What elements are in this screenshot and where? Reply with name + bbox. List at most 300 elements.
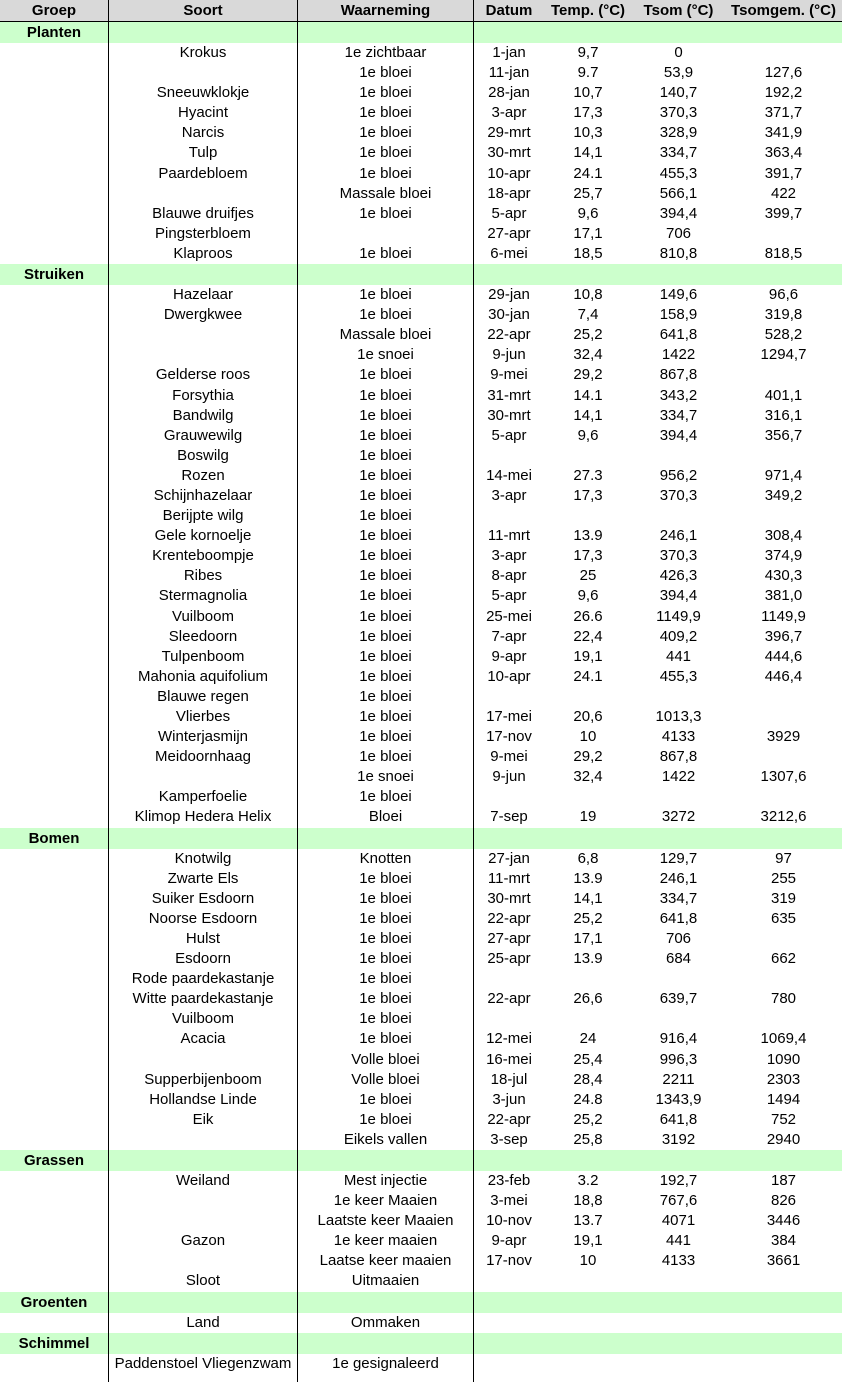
cell-tsom[interactable]: 867,8 [659,748,698,766]
cell-soort[interactable] [109,1130,297,1150]
cell-tsom[interactable]: 328,9 [659,124,698,142]
cell-groep[interactable] [0,1050,108,1070]
cell-tsomgem[interactable]: 1069,4 [760,1030,807,1048]
cell-soort[interactable]: Blauwe regen [157,687,249,705]
cell-tsom[interactable]: 455,3 [659,667,698,685]
cell-datum[interactable] [474,1009,544,1029]
cell-tsomgem[interactable] [725,224,842,244]
cell-temp[interactable]: 6,8 [577,849,599,867]
cell-groep[interactable] [0,506,108,526]
cell-soort[interactable]: Meidoornhaag [155,748,251,766]
cell-waarneming[interactable]: 1e bloei [359,869,412,887]
cell-tsomgem[interactable]: 316,1 [764,406,803,424]
cell-waarneming[interactable]: Eikels vallen [343,1130,428,1148]
cell-soort[interactable]: Vlierbes [175,708,231,725]
cell-datum[interactable]: 7-apr [491,627,527,645]
cell-datum[interactable]: 9-jun [492,346,526,364]
cell-soort[interactable]: Winterjasmijn [157,728,248,746]
cell-soort[interactable]: Acacia [180,1030,226,1048]
cell-groep[interactable] [0,123,108,143]
cell-waarneming[interactable]: 1e bloei [359,164,412,182]
cell-waarneming[interactable]: 1e bloei [359,708,412,725]
cell-groep[interactable] [0,627,108,647]
cell-tsom[interactable]: 53,9 [663,64,694,82]
cell-temp[interactable]: 17,3 [573,547,603,565]
cell-tsom[interactable]: 641,8 [659,909,698,927]
cell-groep[interactable] [0,1271,108,1291]
cell-waarneming[interactable]: 1e bloei [359,1010,412,1028]
cell-datum[interactable] [474,687,544,707]
cell-soort[interactable] [109,1191,297,1211]
cell-tsom[interactable]: 394,4 [659,204,698,222]
cell-tsomgem[interactable]: 127,6 [764,64,803,82]
cell-waarneming[interactable]: 1e bloei [359,950,412,968]
cell-groep[interactable] [0,103,108,123]
cell-temp[interactable]: 32,4 [573,768,603,786]
cell-datum[interactable]: 16-mei [486,1050,532,1068]
cell-soort[interactable]: Suiker Esdoorn [151,889,255,907]
cell-groep[interactable] [0,767,108,787]
cell-datum[interactable]: 11-mrt [487,527,531,545]
cell-temp[interactable]: 32,4 [573,346,603,364]
cell-groep[interactable] [0,1110,108,1130]
cell-tsom[interactable]: 129,7 [659,849,698,867]
cell-waarneming[interactable]: 1e bloei [359,909,412,927]
cell-tsom[interactable]: 343,2 [659,386,698,404]
cell-groep[interactable] [0,546,108,566]
cell-soort[interactable]: Sneeuwklokje [156,84,250,102]
cell-datum[interactable]: 9-mei [490,748,528,766]
cell-datum[interactable]: 14-mei [486,466,532,484]
cell-tsom[interactable] [632,1354,725,1374]
cell-tsomgem[interactable]: 396,7 [764,627,803,645]
cell-tsomgem[interactable]: 356,7 [764,426,803,444]
cell-temp[interactable] [544,687,632,707]
cell-groep[interactable] [0,285,108,305]
cell-datum[interactable]: 3-apr [491,547,527,565]
cell-temp[interactable]: 14.1 [573,386,603,404]
cell-groep[interactable] [0,1090,108,1110]
group-label[interactable]: Planten [26,24,82,41]
cell-waarneming[interactable]: 1e bloei [359,748,412,766]
cell-soort[interactable]: Witte paardekastanje [132,990,274,1008]
cell-soort[interactable]: Paddenstoel Vliegenzwam [114,1354,292,1372]
cell-tsomgem[interactable]: 1294,7 [760,346,807,364]
cell-soort[interactable]: Blauwe druifjes [152,204,254,222]
cell-temp[interactable]: 10 [579,1252,597,1270]
cell-tsomgem[interactable]: 2303 [766,1070,801,1088]
cell-waarneming[interactable]: 1e bloei [359,687,412,705]
cell-datum[interactable]: 29-mrt [487,124,531,142]
cell-tsomgem[interactable] [725,1313,842,1333]
cell-temp[interactable]: 25,4 [573,1050,603,1068]
cell-waarneming[interactable] [298,224,473,244]
cell-soort[interactable]: Tulpenboom [161,647,245,665]
cell-groep[interactable] [0,566,108,586]
cell-groep[interactable] [0,446,108,466]
cell-tsomgem[interactable] [725,43,842,63]
cell-tsom[interactable]: 4071 [661,1212,696,1230]
cell-temp[interactable] [544,446,632,466]
cell-datum[interactable]: 11-mrt [487,869,531,887]
cell-groep[interactable] [0,466,108,486]
cell-temp[interactable]: 18,8 [573,1192,603,1210]
cell-tsomgem[interactable]: 1149,9 [761,607,806,625]
cell-groep[interactable] [0,386,108,406]
cell-tsom[interactable]: 4133 [661,1252,696,1270]
cell-waarneming[interactable]: 1e keer maaien [333,1232,438,1250]
group-label[interactable]: Bomen [28,829,80,847]
cell-tsomgem[interactable]: 349,2 [764,486,803,504]
cell-datum[interactable]: 3-apr [491,486,527,504]
cell-temp[interactable]: 24.8 [573,1090,603,1108]
cell-groep[interactable] [0,83,108,103]
cell-temp[interactable]: 29,2 [573,748,603,766]
cell-temp[interactable]: 10,7 [573,84,603,102]
cell-datum[interactable]: 27-apr [487,929,531,947]
cell-tsom[interactable]: 641,8 [659,1110,698,1128]
cell-datum[interactable] [474,506,544,526]
cell-tsom[interactable]: 441 [665,647,692,665]
cell-datum[interactable]: 8-apr [491,567,527,585]
cell-tsom[interactable]: 334,7 [659,144,698,162]
cell-tsom[interactable] [632,1313,725,1333]
cell-soort[interactable]: Ribes [183,567,223,585]
cell-groep[interactable] [0,989,108,1009]
cell-waarneming[interactable]: 1e bloei [359,607,412,625]
cell-groep[interactable] [0,889,108,909]
cell-temp[interactable]: 9.7 [577,64,599,82]
cell-groep[interactable] [0,869,108,889]
cell-waarneming[interactable]: 1e bloei [359,889,412,907]
cell-tsom[interactable]: 706 [665,929,692,947]
cell-datum[interactable]: 9-apr [491,1232,527,1250]
cell-temp[interactable] [544,506,632,526]
cell-tsomgem[interactable]: 363,4 [764,144,803,162]
cell-temp[interactable]: 24 [579,1030,597,1048]
cell-soort[interactable]: Boswilg [177,446,229,464]
cell-datum[interactable]: 27-jan [488,849,530,867]
cell-waarneming[interactable]: 1e bloei [359,547,412,565]
cell-tsom[interactable]: 246,1 [659,869,698,887]
cell-groep[interactable] [0,949,108,969]
cell-tsomgem[interactable]: 391,7 [764,164,803,182]
cell-soort[interactable]: Mahonia aquifolium [137,667,269,685]
cell-tsomgem[interactable] [725,969,842,989]
cell-temp[interactable]: 9,6 [577,587,599,605]
cell-tsomgem[interactable] [725,929,842,949]
cell-datum[interactable]: 22-apr [487,909,531,927]
cell-tsom[interactable]: 916,4 [659,1030,698,1048]
cell-tsomgem[interactable]: 662 [770,950,797,968]
cell-tsom[interactable] [632,446,725,466]
cell-temp[interactable]: 17,3 [573,486,603,504]
cell-groep[interactable] [0,526,108,546]
cell-groep[interactable] [0,244,108,264]
cell-datum[interactable] [474,1354,544,1374]
cell-tsom[interactable]: 639,7 [659,990,698,1008]
cell-groep[interactable] [0,204,108,224]
cell-waarneming[interactable]: 1e gesignaleerd [332,1354,439,1372]
cell-tsomgem[interactable]: 308,4 [764,527,803,545]
cell-tsom[interactable]: 140,7 [659,84,698,102]
cell-waarneming[interactable]: Laatse keer maaien [319,1252,452,1270]
cell-waarneming[interactable]: 1e bloei [359,527,412,545]
cell-tsom[interactable]: 455,3 [659,164,698,182]
cell-temp[interactable]: 24.1 [573,667,603,685]
cell-groep[interactable] [0,345,108,365]
cell-waarneming[interactable]: 1e bloei [359,366,412,384]
cell-datum[interactable]: 25-apr [487,950,531,968]
cell-tsomgem[interactable] [725,365,842,385]
cell-datum[interactable]: 9-mei [490,366,528,384]
cell-tsom[interactable]: 956,2 [659,466,698,484]
cell-tsom[interactable]: 370,3 [659,547,698,565]
cell-waarneming[interactable]: 1e bloei [359,386,412,404]
cell-datum[interactable] [474,446,544,466]
cell-waarneming[interactable]: Ommaken [350,1313,421,1331]
cell-datum[interactable]: 30-mrt [487,144,531,162]
cell-groep[interactable] [0,1191,108,1211]
cell-temp[interactable]: 17,1 [573,224,603,242]
cell-groep[interactable] [0,305,108,325]
cell-datum[interactable]: 5-apr [491,204,527,222]
cell-waarneming[interactable]: 1e bloei [359,1030,412,1048]
cell-tsom[interactable] [632,969,725,989]
cell-tsomgem[interactable] [725,1354,842,1374]
cell-tsomgem[interactable]: 1090 [766,1050,801,1068]
cell-tsom[interactable]: 3272 [661,808,696,826]
cell-soort[interactable]: Dwergkwee [163,306,243,324]
cell-waarneming[interactable]: Uitmaaien [351,1272,420,1290]
cell-waarneming[interactable]: Mest injectie [343,1171,428,1189]
cell-tsomgem[interactable]: 3661 [766,1252,801,1270]
cell-tsomgem[interactable]: 255 [770,869,797,887]
cell-soort[interactable]: Gelderse roos [155,366,251,384]
cell-waarneming[interactable]: 1e bloei [359,1090,412,1108]
cell-groep[interactable] [0,849,108,869]
cell-waarneming[interactable]: Knotten [359,849,412,867]
cell-soort[interactable]: Grauwewilg [163,426,243,444]
cell-tsom[interactable]: 394,4 [659,426,698,444]
cell-soort[interactable]: Esdoorn [175,950,231,968]
cell-temp[interactable]: 19,1 [573,647,603,665]
cell-datum[interactable]: 9-jun [492,768,526,786]
cell-waarneming[interactable]: 1e bloei [359,466,412,484]
cell-waarneming[interactable]: 1e zichtbaar [344,44,427,61]
cell-tsom[interactable] [632,687,725,707]
cell-soort[interactable]: Sloot [185,1272,221,1290]
cell-groep[interactable] [0,224,108,244]
cell-temp[interactable]: 25,7 [573,184,603,202]
cell-datum[interactable]: 25-mei [486,607,532,625]
cell-groep[interactable] [0,43,108,63]
cell-soort[interactable] [109,1211,297,1231]
cell-groep[interactable] [0,727,108,747]
cell-datum[interactable]: 30-jan [488,306,530,324]
cell-soort[interactable]: Tulp [188,144,218,162]
cell-waarneming[interactable]: 1e bloei [359,486,412,504]
cell-waarneming[interactable]: 1e bloei [359,124,412,142]
cell-tsom[interactable]: 684 [665,950,692,968]
cell-soort[interactable] [109,1251,297,1271]
header-soort[interactable]: Soort [183,2,223,19]
cell-soort[interactable]: Pingsterbloem [155,224,251,242]
cell-temp[interactable]: 10,8 [573,286,603,304]
cell-tsom[interactable]: 1343,9 [655,1090,702,1108]
cell-tsomgem[interactable]: 752 [770,1110,797,1128]
cell-tsomgem[interactable]: 635 [770,909,797,927]
cell-temp[interactable]: 27.3 [573,466,603,484]
cell-groep[interactable] [0,909,108,929]
cell-temp[interactable]: 26.6 [573,607,603,625]
cell-datum[interactable]: 27-apr [487,224,531,242]
group-label[interactable]: Schimmel [18,1334,90,1352]
cell-waarneming[interactable]: 1e snoei [357,346,414,364]
cell-datum[interactable]: 17-nov [486,728,532,746]
cell-tsom[interactable]: 441 [665,1232,692,1250]
cell-soort[interactable]: Forsythia [172,386,234,404]
cell-tsomgem[interactable]: 374,9 [764,547,803,565]
cell-soort[interactable]: Land [186,1313,220,1331]
cell-groep[interactable] [0,486,108,506]
cell-temp[interactable] [544,969,632,989]
cell-datum[interactable]: 9-apr [491,647,527,665]
cell-groep[interactable] [0,969,108,989]
cell-tsomgem[interactable]: 818,5 [764,244,803,262]
cell-tsomgem[interactable]: 97 [775,849,792,867]
cell-tsomgem[interactable] [725,1009,842,1029]
cell-waarneming[interactable]: 1e bloei [359,587,412,605]
cell-waarneming[interactable]: Volle bloei [351,1070,420,1088]
cell-waarneming[interactable]: Bloei [368,808,403,826]
cell-soort[interactable]: Rode paardekastanje [131,970,275,988]
cell-groep[interactable] [0,325,108,345]
cell-tsom[interactable]: 3192 [661,1130,696,1148]
cell-datum[interactable]: 30-mrt [487,889,531,907]
cell-datum[interactable]: 22-apr [487,326,531,344]
cell-tsomgem[interactable]: 384 [770,1232,797,1250]
cell-soort[interactable]: Zwarte Els [167,869,239,887]
cell-datum[interactable]: 5-apr [491,587,527,605]
cell-tsomgem[interactable]: 381,0 [764,587,803,605]
cell-tsom[interactable]: 1422 [661,768,696,786]
cell-datum[interactable]: 1-jan [492,44,526,61]
cell-waarneming[interactable]: 1e bloei [359,507,412,525]
cell-tsom[interactable]: 566,1 [659,184,698,202]
cell-temp[interactable]: 29,2 [573,366,603,384]
cell-groep[interactable] [0,647,108,667]
group-label[interactable]: Grassen [23,1151,85,1169]
cell-soort[interactable]: Klimop Hedera Helix [134,808,272,826]
cell-datum[interactable]: 6-mei [490,244,528,262]
cell-waarneming[interactable]: 1e bloei [359,204,412,222]
cell-groep[interactable] [0,787,108,807]
cell-tsomgem[interactable]: 3446 [766,1212,801,1230]
cell-tsom[interactable]: 0 [674,44,683,61]
cell-tsom[interactable]: 192,7 [659,1171,698,1189]
cell-groep[interactable] [0,365,108,385]
cell-waarneming[interactable]: 1e bloei [359,406,412,424]
cell-datum[interactable]: 18-jul [490,1070,528,1088]
cell-datum[interactable]: 3-jun [492,1090,526,1108]
cell-tsomgem[interactable]: 3929 [766,728,801,746]
cell-temp[interactable]: 19,1 [573,1232,603,1250]
cell-datum[interactable]: 11-jan [488,64,530,82]
cell-datum[interactable]: 10-apr [487,667,531,685]
cell-tsom[interactable]: 641,8 [659,326,698,344]
cell-datum[interactable]: 3-apr [491,104,527,122]
cell-tsom[interactable]: 158,9 [659,306,698,324]
cell-temp[interactable]: 25,8 [573,1130,603,1148]
cell-waarneming[interactable]: 1e bloei [359,286,412,304]
cell-datum[interactable] [474,1271,544,1291]
cell-datum[interactable]: 10-nov [486,1212,532,1230]
header-tsom[interactable]: Tsom (°C) [643,2,714,19]
cell-tsomgem[interactable]: 430,3 [764,567,803,585]
cell-tsomgem[interactable]: 446,4 [764,667,803,685]
cell-temp[interactable]: 25,2 [573,909,603,927]
cell-waarneming[interactable]: 1e bloei [359,446,412,464]
cell-waarneming[interactable]: 1e bloei [359,426,412,444]
cell-waarneming[interactable]: Laatste keer Maaien [317,1212,454,1230]
cell-waarneming[interactable]: 1e bloei [359,647,412,665]
cell-waarneming[interactable]: Massale bloei [339,184,432,202]
cell-tsomgem[interactable]: 422 [770,184,797,202]
cell-datum[interactable]: 18-apr [487,184,531,202]
cell-tsomgem[interactable] [725,787,842,807]
cell-tsom[interactable]: 867,8 [659,366,698,384]
cell-tsomgem[interactable]: 371,7 [764,104,803,122]
cell-soort[interactable]: Narcis [181,124,225,142]
cell-tsom[interactable] [632,1009,725,1029]
cell-soort[interactable]: Vuilboom [172,1010,234,1028]
cell-tsomgem[interactable]: 187 [770,1171,797,1189]
cell-temp[interactable]: 25,2 [573,326,603,344]
cell-waarneming[interactable]: 1e bloei [359,1110,412,1128]
cell-soort[interactable]: Gazon [180,1232,226,1250]
cell-temp[interactable]: 25 [579,567,597,585]
cell-tsom[interactable]: 2211 [662,1070,695,1088]
cell-temp[interactable]: 24.1 [573,164,603,182]
cell-tsom[interactable]: 370,3 [659,486,698,504]
cell-datum[interactable]: 5-apr [491,426,527,444]
cell-soort[interactable] [109,767,297,787]
cell-tsomgem[interactable]: 341,9 [764,124,803,142]
cell-groep[interactable] [0,586,108,606]
cell-tsomgem[interactable]: 971,4 [764,466,803,484]
cell-tsom[interactable]: 810,8 [659,244,698,262]
cell-tsom[interactable]: 1013,3 [655,708,702,725]
cell-tsom[interactable]: 370,3 [659,104,698,122]
cell-tsom[interactable] [632,1271,725,1291]
cell-waarneming[interactable]: 1e bloei [359,567,412,585]
cell-waarneming[interactable]: 1e bloei [359,244,412,262]
cell-tsom[interactable]: 1149,9 [656,607,701,625]
cell-tsomgem[interactable]: 319 [770,889,797,907]
cell-soort[interactable]: Knotwilg [174,849,232,867]
cell-temp[interactable]: 9,6 [577,426,599,444]
cell-waarneming[interactable]: 1e bloei [359,728,412,746]
cell-waarneming[interactable]: 1e bloei [359,667,412,685]
cell-soort[interactable]: Hulst [185,929,221,947]
cell-temp[interactable]: 14,1 [573,889,603,907]
cell-tsomgem[interactable]: 399,7 [764,204,803,222]
cell-waarneming[interactable]: Volle bloei [351,1050,420,1068]
cell-soort[interactable]: Vuilboom [172,607,234,625]
cell-temp[interactable] [544,1313,632,1333]
cell-temp[interactable] [544,1009,632,1029]
